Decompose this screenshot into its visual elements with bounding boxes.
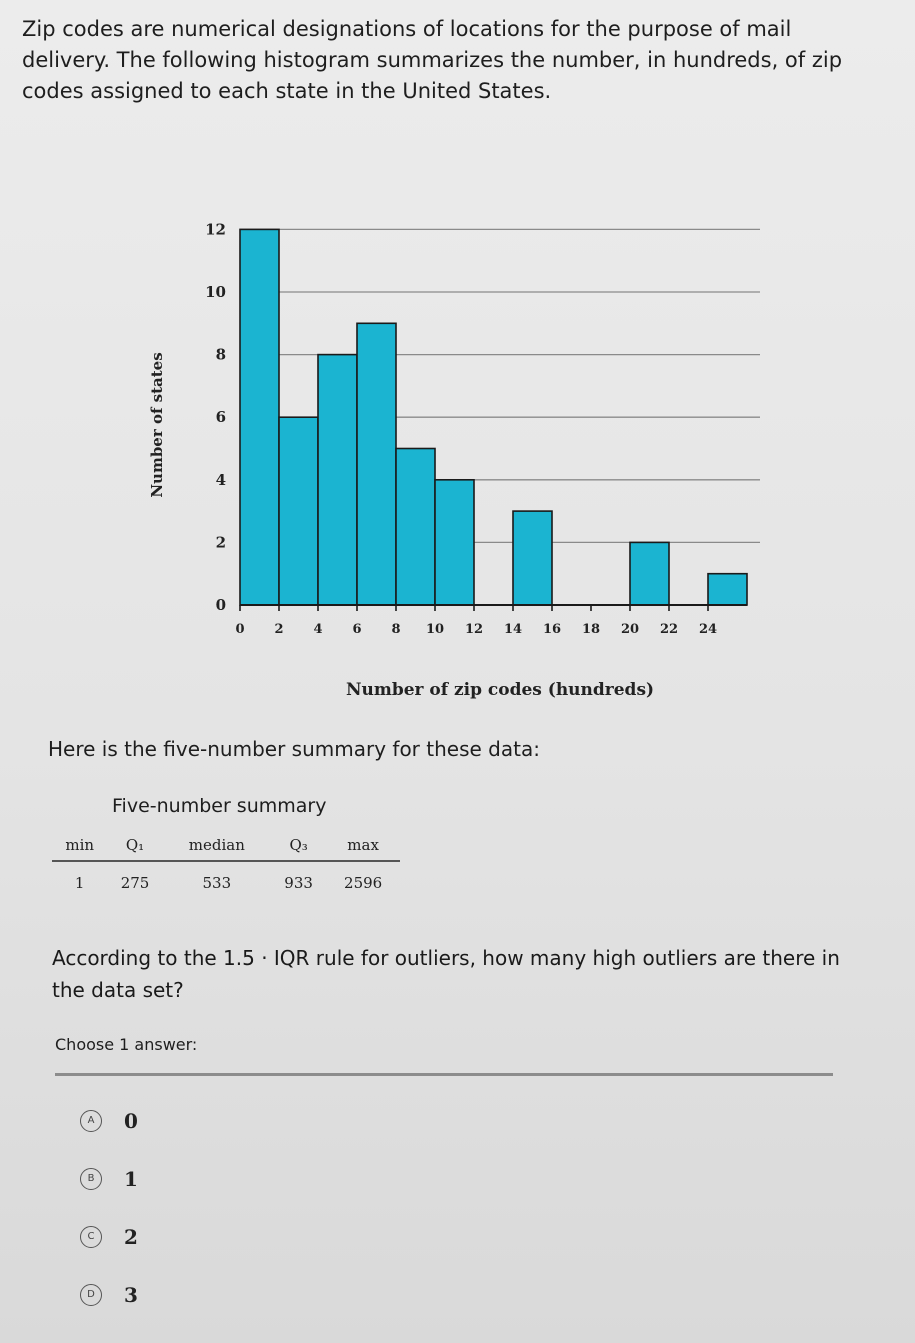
histogram-bar — [318, 355, 357, 605]
intro-text: Zip codes are numerical designations of locations for the purpose of mail delivery. The following histogram summarizes the number, in hundreds, of zip codes assigned to each state in the United States. — [22, 17, 843, 103]
answer-list — [80, 1092, 138, 1324]
x-tick-label: 24 — [698, 622, 718, 637]
summary-table-title: Five-number summary — [112, 795, 327, 817]
header-max: max — [326, 832, 400, 861]
y-tick-label: 2 — [215, 533, 226, 552]
x-tick-label: 18 — [581, 622, 601, 637]
radio-icon[interactable]: B — [80, 1168, 102, 1190]
answer-option-b[interactable] — [80, 1150, 138, 1208]
answer-divider — [55, 1073, 833, 1076]
x-tick-label: 8 — [391, 622, 401, 637]
y-tick-label: 0 — [215, 596, 226, 614]
y-axis-label: Number of states — [148, 352, 166, 498]
choose-answer-label: Choose 1 answer: — [55, 1035, 198, 1054]
value-min: 1 — [74, 874, 85, 892]
y-tick-label: 6 — [215, 408, 226, 427]
value-max: 2596 — [344, 874, 383, 892]
header-median: median — [163, 832, 271, 861]
histogram-chart — [140, 200, 800, 710]
x-tick-label: 16 — [542, 622, 562, 637]
radio-icon[interactable]: D — [80, 1284, 102, 1306]
x-tick-label: 0 — [235, 622, 245, 637]
histogram-bar — [240, 229, 279, 605]
answer-option-a[interactable] — [80, 1092, 138, 1150]
answer-value: 3 — [124, 1283, 138, 1307]
y-tick-label: 10 — [205, 283, 226, 301]
answer-value: 2 — [124, 1225, 138, 1249]
value-q1: 275 — [120, 874, 150, 892]
histogram-bar — [279, 417, 318, 605]
histogram-bar — [513, 511, 552, 605]
answer-option-c[interactable] — [80, 1208, 138, 1266]
histogram-bar — [630, 542, 669, 605]
header-q3: Q₃ — [271, 832, 326, 861]
histogram-bar — [396, 449, 435, 606]
x-tick-label: 2 — [274, 622, 284, 637]
x-axis-label: Number of zip codes (hundreds) — [345, 680, 655, 700]
y-tick-label: 4 — [215, 470, 226, 489]
x-tick-label: 10 — [425, 622, 445, 637]
x-tick-label: 6 — [352, 622, 362, 637]
histogram-bar — [357, 323, 396, 605]
summary-header-row — [52, 832, 400, 861]
value-median: 533 — [202, 874, 232, 892]
answer-value: 1 — [124, 1167, 138, 1191]
histogram-bar — [708, 574, 747, 605]
header-min: min — [52, 832, 107, 861]
x-tick-label: 4 — [313, 622, 323, 637]
question-text: According to the 1.5 · IQR rule for outliers, how many high outliers are there in the data set? — [52, 946, 840, 1002]
answer-value: 0 — [124, 1109, 138, 1133]
answer-option-d[interactable] — [80, 1266, 138, 1324]
x-tick-label: 14 — [503, 622, 523, 637]
x-tick-label: 20 — [620, 622, 640, 637]
x-tick-label: 22 — [659, 622, 679, 637]
value-q3: 933 — [284, 874, 313, 892]
header-q1: Q₁ — [107, 832, 162, 861]
y-tick-label: 8 — [215, 345, 226, 364]
x-tick-label: 12 — [464, 622, 484, 637]
five-number-summary-table — [52, 832, 400, 898]
radio-icon[interactable]: C — [80, 1226, 102, 1248]
histogram-bar — [435, 480, 474, 605]
y-tick-label: 12 — [205, 220, 226, 239]
radio-icon[interactable]: A — [80, 1110, 102, 1132]
summary-value-row — [52, 861, 400, 898]
summary-lead-text: Here is the five-number summary for these data: — [48, 737, 540, 761]
